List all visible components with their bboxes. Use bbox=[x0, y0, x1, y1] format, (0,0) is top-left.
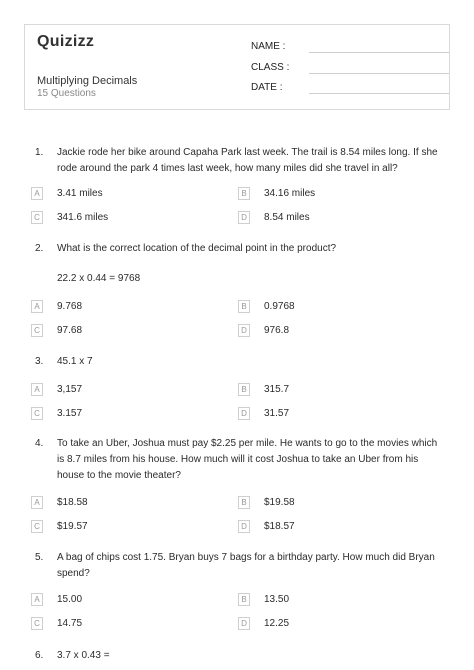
option-letter: A bbox=[31, 383, 43, 396]
option-text: 12.25 bbox=[264, 618, 290, 629]
class-label: CLASS : bbox=[251, 62, 290, 73]
date-field[interactable] bbox=[251, 82, 282, 93]
option-text: 8.54 miles bbox=[264, 212, 310, 223]
option-letter: B bbox=[238, 300, 250, 313]
class-line bbox=[309, 73, 449, 74]
question-number: 6. bbox=[35, 650, 44, 661]
option-text: 341.6 miles bbox=[57, 212, 109, 223]
option-text: 15.00 bbox=[57, 594, 83, 605]
question-number: 5. bbox=[35, 552, 44, 563]
option-letter: D bbox=[238, 520, 250, 533]
name-line bbox=[309, 52, 449, 53]
option-text: 3.41 miles bbox=[57, 188, 103, 199]
option-text: 97.68 bbox=[57, 325, 83, 336]
question-number: 3. bbox=[35, 356, 44, 367]
name-field[interactable] bbox=[251, 41, 285, 52]
option-text: 0.9768 bbox=[264, 301, 295, 312]
option-letter: A bbox=[31, 187, 43, 200]
question-number: 1. bbox=[35, 147, 44, 158]
question-text: Jackie rode her bike around Capaha Park last week. The trail is 8.54 miles long. If she rode around the park 4 times last week, how many miles did she travel in all? bbox=[57, 147, 438, 174]
option-letter: B bbox=[238, 496, 250, 509]
option-text: $19.57 bbox=[57, 521, 88, 532]
option-letter: C bbox=[31, 211, 43, 224]
question-text: To take an Uber, Joshua must pay $2.25 per mile. He wants to go to the movies which is 8.7 miles from his house. How much will it cost Joshua to take an Uber from his house to the movie theater? bbox=[57, 438, 438, 481]
option-letter: A bbox=[31, 593, 43, 606]
option-letter: C bbox=[31, 617, 43, 630]
question-text: 45.1 x 7 bbox=[57, 356, 93, 367]
option-letter: B bbox=[238, 187, 250, 200]
question-equation: 22.2 x 0.44 = 9768 bbox=[57, 273, 141, 284]
name-label: NAME : bbox=[251, 41, 286, 52]
question-count: 15 Questions bbox=[37, 88, 96, 99]
question-text: What is the correct location of the decimal point in the product? bbox=[57, 243, 337, 254]
option-text: $19.58 bbox=[264, 497, 295, 508]
option-letter: C bbox=[31, 324, 43, 337]
worksheet-header bbox=[24, 24, 450, 110]
option-letter: D bbox=[238, 617, 250, 630]
option-text: $18.57 bbox=[264, 521, 295, 532]
worksheet-title: Multiplying Decimals bbox=[37, 75, 138, 87]
question-text: 3.7 x 0.43 = bbox=[57, 650, 110, 661]
option-text: 3,157 bbox=[57, 384, 83, 395]
option-letter: C bbox=[31, 407, 43, 420]
option-text: 34.16 miles bbox=[264, 188, 316, 199]
option-text: 9.768 bbox=[57, 301, 83, 312]
option-text: 315.7 bbox=[264, 384, 290, 395]
question-number: 4. bbox=[35, 438, 44, 449]
option-letter: D bbox=[238, 324, 250, 337]
option-letter: A bbox=[31, 496, 43, 509]
class-field[interactable] bbox=[251, 62, 289, 73]
date-label: DATE : bbox=[251, 82, 283, 93]
option-letter: B bbox=[238, 383, 250, 396]
question-number: 2. bbox=[35, 243, 44, 254]
option-text: 13.50 bbox=[264, 594, 290, 605]
option-letter: C bbox=[31, 520, 43, 533]
option-letter: A bbox=[31, 300, 43, 313]
option-letter: D bbox=[238, 407, 250, 420]
option-letter: D bbox=[238, 211, 250, 224]
option-text: 3.157 bbox=[57, 408, 83, 419]
date-line bbox=[309, 93, 449, 94]
quizizz-logo: Quizizz bbox=[37, 33, 95, 50]
question-text: A bag of chips cost 1.75. Bryan buys 7 bags for a birthday party. How much did Bryan spend? bbox=[57, 552, 435, 579]
option-text: $18.58 bbox=[57, 497, 88, 508]
option-text: 31.57 bbox=[264, 408, 290, 419]
option-letter: B bbox=[238, 593, 250, 606]
option-text: 14.75 bbox=[57, 618, 83, 629]
option-text: 976.8 bbox=[264, 325, 290, 336]
